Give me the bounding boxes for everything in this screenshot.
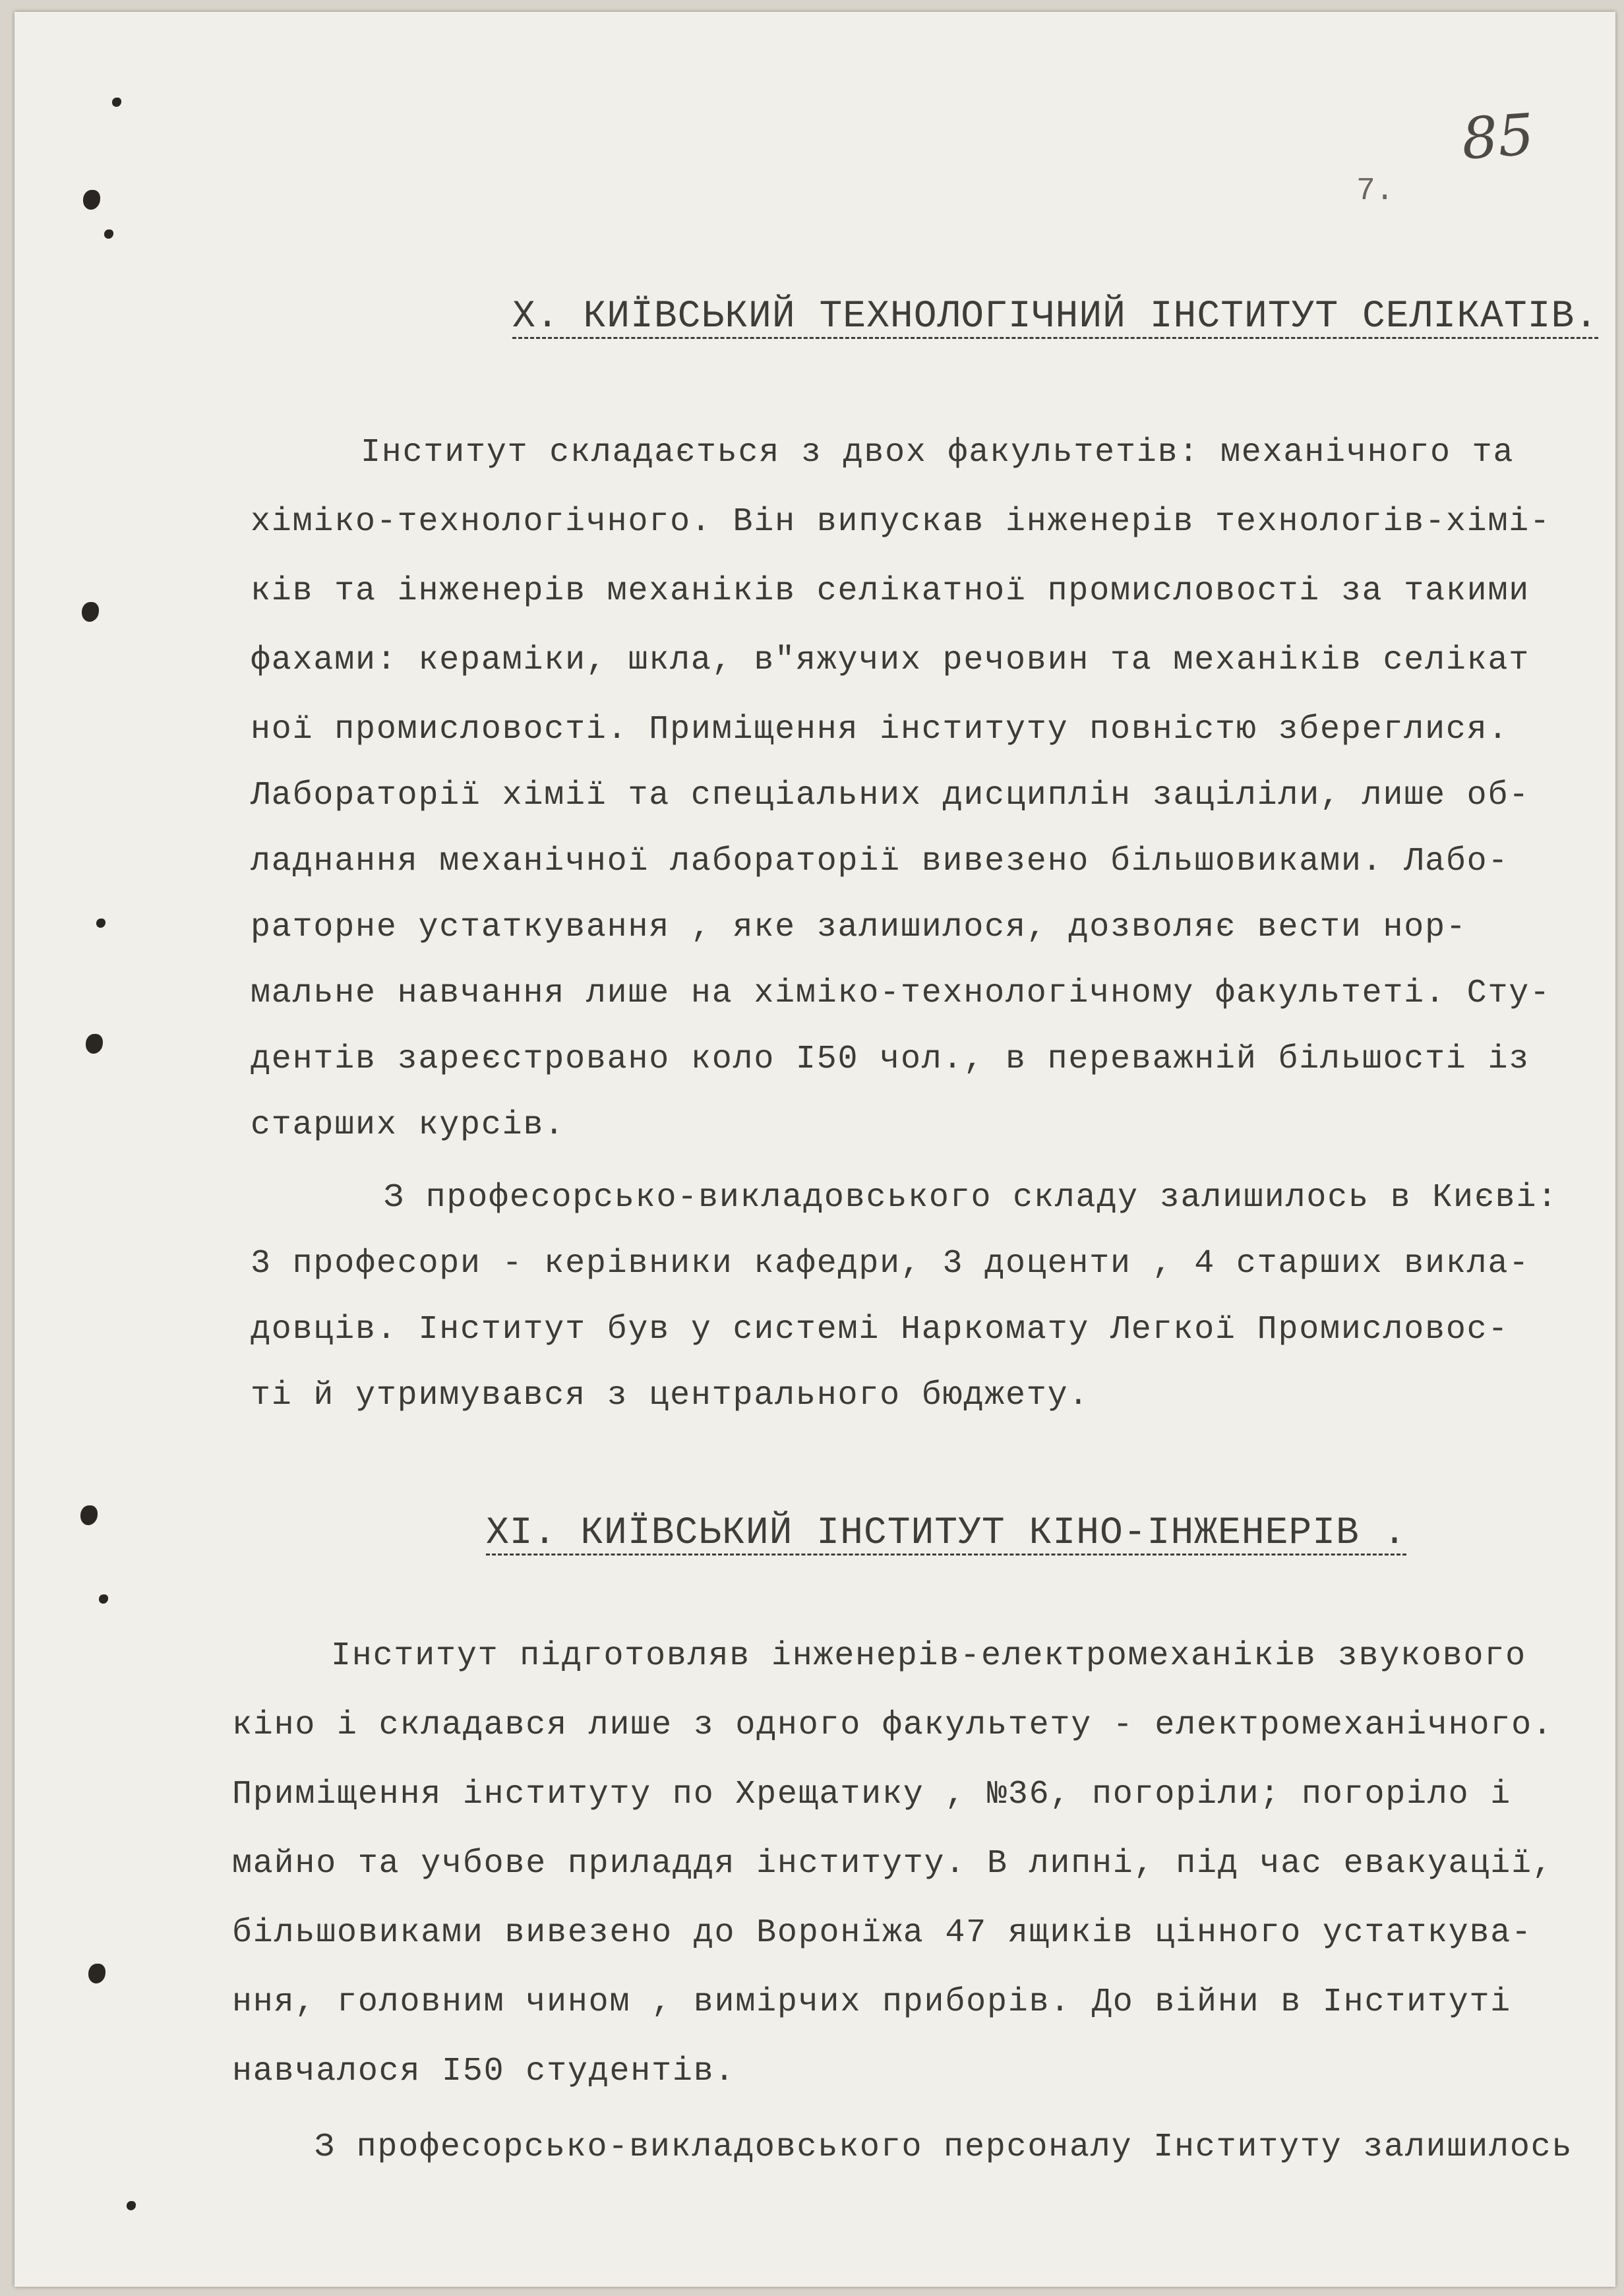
- section-xi-heading: ХІ. КИЇВСЬКИЙ ІНСТИТУТ КІНО-ІНЖЕНЕРІВ .: [486, 1512, 1407, 1555]
- paragraph-line: фахами: кераміки, шкла, в"яжучих речовин та механіків селікат: [251, 642, 1530, 679]
- paragraph-line: ння, головним чином , вимірчих приборів. До війни в Інституті: [232, 1983, 1512, 2021]
- paragraph-line: З професорсько-викладовського складу залишилось в Києві:: [384, 1179, 1559, 1217]
- document-page: [15, 12, 1615, 2287]
- paragraph-line: мальне навчання лише на хіміко-технологічному факультеті. Сту-: [251, 975, 1551, 1012]
- punch-hole: [127, 2201, 136, 2210]
- punch-hole: [82, 602, 99, 622]
- punch-hole: [104, 229, 113, 239]
- paragraph-line: навчалося І50 студентів.: [232, 2053, 736, 2090]
- paragraph-line: більшовиками вивезено до Воронїжа 47 ящиків цінного устаткува-: [232, 1914, 1532, 1952]
- paragraph-line: З професорсько-викладовського персоналу Інституту залишилось: [315, 2129, 1573, 2166]
- section-x-heading: Х. КИЇВСЬКИЙ ТЕХНОЛОГІЧНИЙ ІНСТИТУТ СЕЛІКАТІВ.: [512, 295, 1599, 338]
- punch-hole: [88, 1964, 105, 1983]
- paragraph-line: дентів зареєстровано коло І50 чол., в переважній більшості із: [251, 1041, 1530, 1078]
- paragraph-line: хіміко-технологічного. Він випускав інженерів технологів-хімі-: [251, 503, 1551, 541]
- paragraph-line: довців. Інститут був у системі Наркомату Легкої Промисловос-: [251, 1311, 1509, 1348]
- paragraph-line: ків та інженерів механіків селікатної промисловості за такими: [251, 572, 1530, 610]
- paragraph-line: 3 професори - керівники кафедри, 3 доценти , 4 старших викла-: [251, 1245, 1530, 1283]
- punch-hole: [112, 98, 121, 107]
- punch-hole: [83, 190, 100, 210]
- paragraph-line: старших курсів.: [251, 1106, 566, 1144]
- page-number: 7.: [1356, 173, 1395, 209]
- paragraph-line: Інститут підготовляв інженерів-електромеханіків звукового: [331, 1637, 1526, 1675]
- paragraph-line: раторне устаткування , яке залишилося, дозволяє вести нор-: [251, 909, 1467, 946]
- paragraph-line: кіно і складався лише з одного факультету - електромеханічного.: [232, 1707, 1553, 1744]
- paragraph-line: Приміщення інституту по Хрещатику , №36, погоріли; погоріло і: [232, 1776, 1512, 1813]
- paragraph-line: Лабораторії хімії та спеціальних дисциплін заціліли, лише об-: [251, 777, 1530, 814]
- paragraph-line: ладнання механічної лабораторії вивезено більшовиками. Лабо-: [251, 843, 1509, 880]
- paragraph-line: Інститут складається з двох факультетів: механічного та: [361, 434, 1515, 471]
- punch-hole: [99, 1594, 108, 1604]
- punch-hole: [96, 919, 105, 928]
- paragraph-line: ті й утримувався з центрального бюджету.: [251, 1377, 1090, 1414]
- punch-hole: [86, 1034, 103, 1054]
- paragraph-line: майно та учбове приладдя інституту. В липні, під час евакуації,: [232, 1845, 1553, 1883]
- paragraph-line: ної промисловості. Приміщення інституту повністю збереглися.: [251, 711, 1509, 748]
- archive-folio-number: 85: [1459, 102, 1536, 173]
- punch-hole: [80, 1505, 98, 1525]
